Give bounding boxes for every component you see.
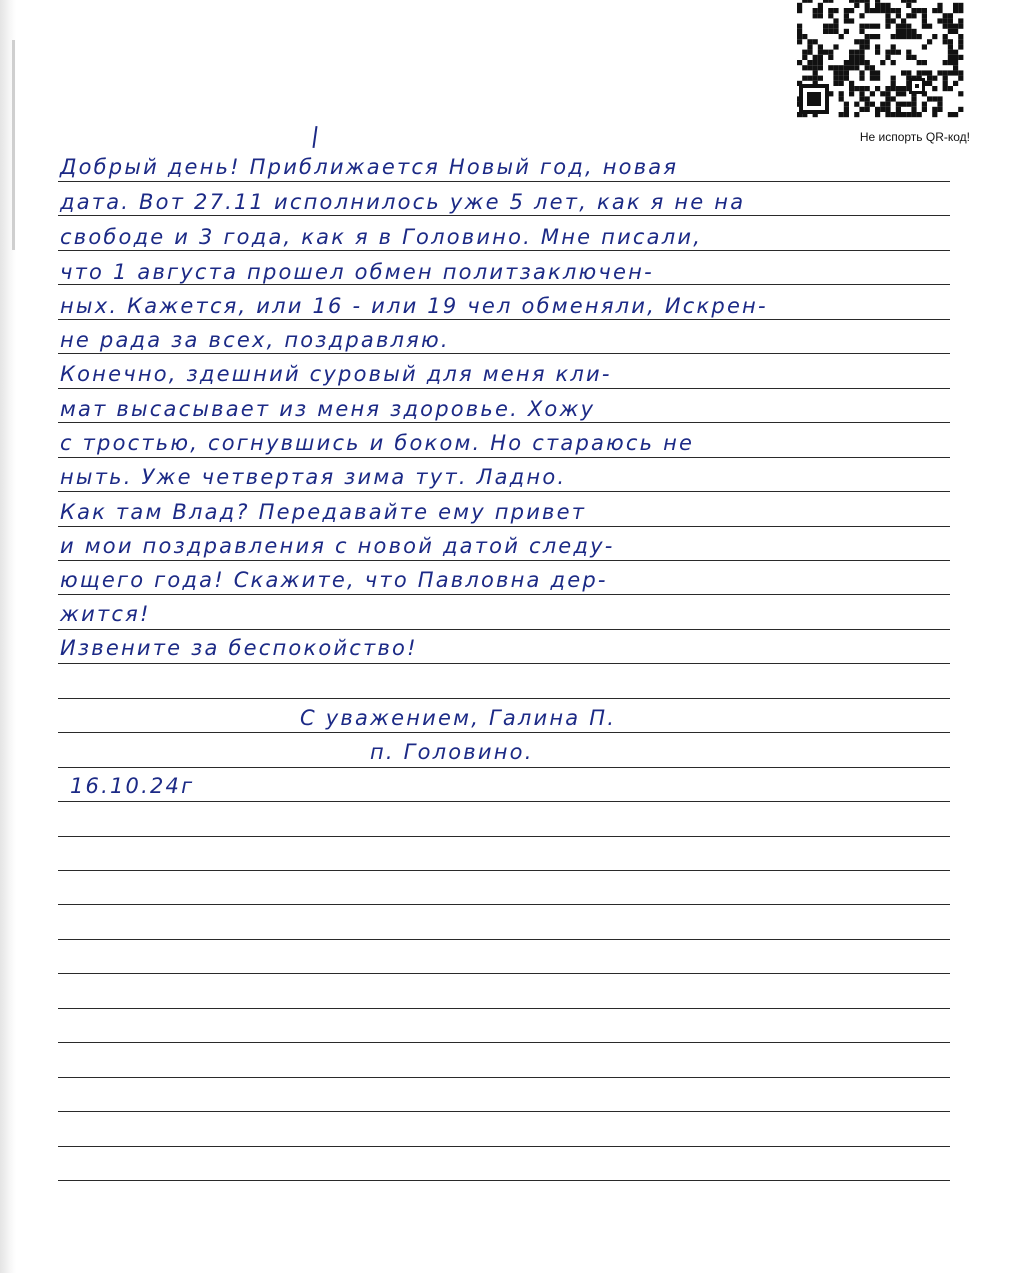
ruled-line [58, 870, 950, 871]
signature-location: п. Головино. [370, 740, 534, 764]
ruled-line [58, 1180, 950, 1181]
ruled-line [58, 732, 950, 733]
signature: С уважением, Галина П. [300, 706, 617, 730]
ruled-line [58, 904, 950, 905]
ruled-line [58, 663, 950, 664]
ruled-line [58, 319, 950, 320]
ruled-line [58, 594, 950, 595]
ruled-line [58, 767, 950, 768]
letter-line: ныть. Уже четвертая зима тут. Ладно. [60, 465, 567, 489]
ruled-line [58, 1077, 950, 1078]
page-fold-mark [12, 40, 15, 250]
letter-date: 16.10.24г [70, 774, 195, 798]
letter-line: не рада за всех, поздравляю. [60, 328, 450, 352]
ruled-line [58, 491, 950, 492]
ruled-line [58, 1042, 950, 1043]
letter-line: Извените за беспокойство! [60, 636, 418, 660]
letter-line: и мои поздравления с новой датой следу- [60, 534, 615, 558]
ruled-line [58, 836, 950, 837]
letter-line: с тростью, согнувшись и боком. Но стараюсь не [60, 431, 695, 455]
ruled-line [58, 801, 950, 802]
ruled-line [58, 526, 950, 527]
letter-line: свободе и 3 года, как я в Головино. Мне писали, [60, 225, 703, 249]
qr-caption: Не испорть QR-код! [859, 130, 970, 144]
ruled-line [58, 629, 950, 630]
letter-line: дата. Вот 27.11 исполнилось уже 5 лет, как я не на [60, 190, 746, 214]
exclamation-mark-stroke [312, 126, 317, 148]
ruled-line [58, 422, 950, 423]
letter-line: что 1 августа прошел обмен политзаключен- [60, 260, 654, 284]
ruled-line [58, 181, 950, 182]
letter-line: Добрый день! Приближается Новый год, новая [60, 155, 679, 179]
ruled-line [58, 215, 950, 216]
qr-code-icon [797, 0, 967, 118]
letter-line: ющего года! Скажите, что Павловна дер- [60, 568, 608, 592]
letter-line: мат высасывает из меня здоровье. Хожу [60, 397, 596, 421]
ruled-line [58, 698, 950, 699]
ruled-line [58, 939, 950, 940]
letter-line: Как там Влад? Передавайте ему привет [60, 500, 587, 524]
ruled-line [58, 1111, 950, 1112]
ruled-line [58, 1008, 950, 1009]
ruled-line [58, 1146, 950, 1147]
letter-line: Конечно, здешний суровый для меня кли- [60, 362, 612, 386]
ruled-line [58, 457, 950, 458]
ruled-line [58, 973, 950, 974]
ruled-line [58, 353, 950, 354]
ruled-line [58, 560, 950, 561]
ruled-line [58, 250, 950, 251]
ruled-line [58, 284, 950, 285]
letter-line: ных. Кажется, или 16 - или 19 чел обменяли, Искрен- [60, 294, 768, 318]
letter-line: жится! [60, 602, 151, 626]
ruled-line [58, 388, 950, 389]
